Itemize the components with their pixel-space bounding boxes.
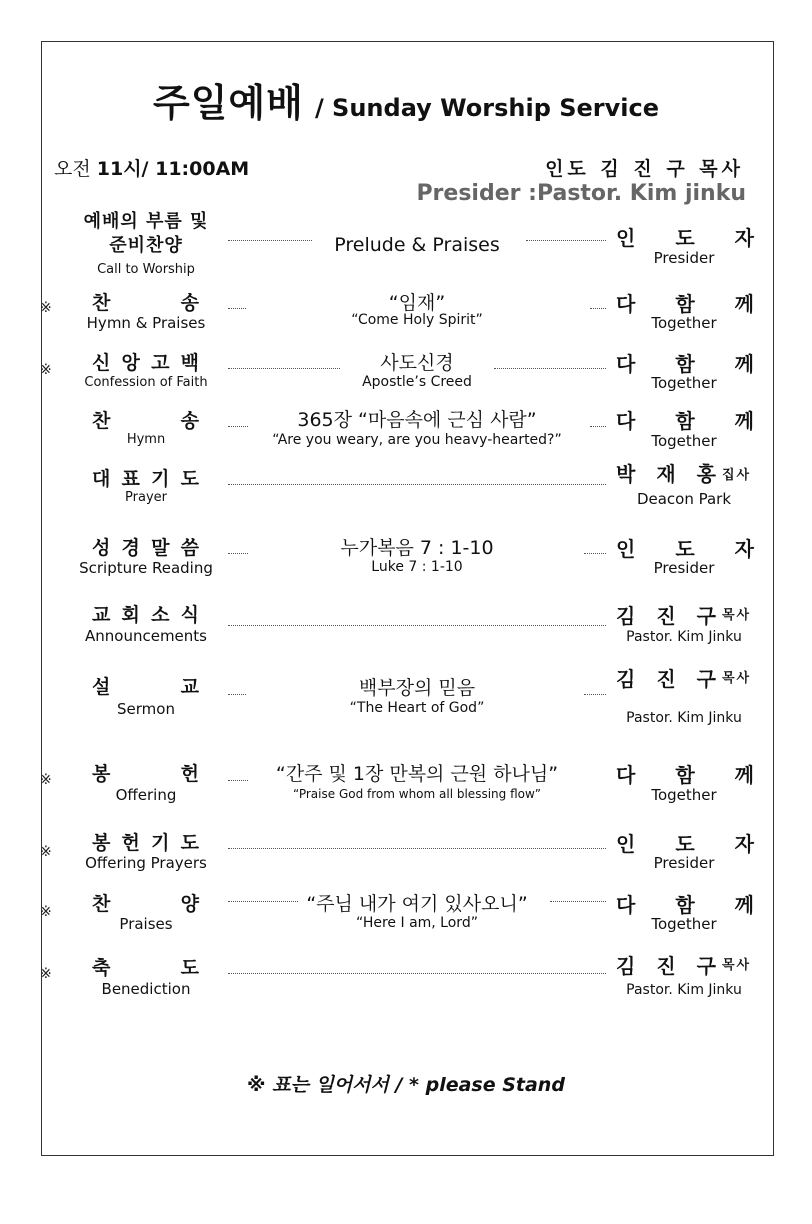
leader-english: Deacon Park [636,490,732,508]
leader-title: 목사 [722,958,752,973]
presider-english: Presider :Pastor. Kim jinku [416,181,746,206]
item-detail-korean: “간주 및 1장 만복의 근원 하나님” [275,763,559,785]
dotted-leader [590,426,606,427]
leader-english: Together [651,432,717,450]
leader-korean: 인 도 자 [616,226,754,250]
item-english: Offering [115,786,177,804]
item-korean: 신 앙 고 백 [92,352,200,374]
leader-english: Pastor. Kim Jinku [626,710,742,726]
item-detail-korean: 누가복음 7 : 1-10 [340,537,494,559]
stand-note: ※ 표는 일어서서 / * please Stand [247,1074,565,1096]
item-english: Prayer [125,490,167,505]
item-detail-korean: “주님 내가 여기 있사오니” [306,893,528,915]
time-value: 11시/ 11:00AM [96,158,250,180]
dotted-leader [550,901,606,902]
leader-korean: 다 함 께 [616,292,754,316]
item-detail-english: “Are you weary, are you heavy-hearted?” [272,432,562,448]
leader-korean: 박 재 홍 [616,462,716,486]
item-detail-english: “The Heart of God” [349,700,485,716]
item-detail-korean: Prelude & Praises [334,234,500,256]
leader-english: Together [651,786,717,804]
leader-english: Pastor. Kim Jinku [626,982,742,998]
item-detail-english: Luke 7 : 1-10 [371,559,463,575]
stand-mark: ※ [40,966,52,982]
item-detail-korean: 백부장의 믿음 [358,677,476,699]
leader-title: 집사 [722,468,752,483]
stand-mark: ※ [40,844,52,860]
item-korean: 찬 송 [92,410,200,432]
dotted-leader [584,694,606,695]
item-english: Offering Prayers [85,854,207,872]
item-korean: 축 도 [92,957,200,979]
leader-english: Together [651,915,717,933]
item-english: Scripture Reading [79,559,213,577]
title-english: / Sunday Worship Service [314,94,659,122]
dotted-leader [228,848,606,849]
item-detail-korean: 365장 “마음속에 근심 사람” [297,409,537,431]
item-detail-korean: 사도신경 [380,352,454,374]
title-korean: 주일예배 [153,81,304,125]
item-korean: 예배의 부름 및 준비찬양 [83,211,209,256]
leader-korean: 인 도 자 [616,537,754,561]
presider-korean: 인도 김 진 구 목사 [545,158,744,180]
stand-mark: ※ [40,300,52,316]
leader-korean: 다 함 께 [616,893,754,917]
leader-korean: 김 진 구 [616,604,716,628]
leader-korean: 인 도 자 [616,832,754,856]
leader-english: Presider [653,559,715,577]
item-english: Confession of Faith [84,375,208,390]
leader-english: Presider [653,249,715,267]
service-time [54,154,249,181]
item-detail-english: “Here I am, Lord” [356,915,478,931]
item-korean: 찬 양 [92,893,200,915]
page-title [0,72,812,127]
leader-english: Pastor. Kim Jinku [626,629,742,645]
stand-mark: ※ [40,904,52,920]
leader-english: Together [651,314,717,332]
leader-title: 목사 [722,671,752,686]
item-english: Announcements [85,627,207,645]
item-korean: 대 표 기 도 [92,468,200,490]
leader-korean: 다 함 께 [616,352,754,376]
dotted-leader [526,240,606,241]
leader-english: Together [651,374,717,392]
item-detail-english: Apostle’s Creed [362,374,472,390]
item-detail-korean: “임재” [388,292,446,314]
item-korean: 봉 헌 [92,763,200,785]
item-english: Call to Worship [97,262,195,277]
time-korean-label: 오전 [54,158,91,180]
item-english: Benediction [101,980,191,998]
stand-mark: ※ [40,362,52,378]
item-english: Sermon [117,700,175,718]
dotted-leader [590,308,606,309]
stand-mark: ※ [40,772,52,788]
item-korean: 찬 송 [92,292,200,314]
dotted-leader [228,625,606,626]
leader-korean: 김 진 구 [616,954,716,978]
item-detail-english: “Come Holy Spirit” [351,312,483,328]
dotted-leader [228,973,606,974]
leader-korean: 다 함 께 [616,763,754,787]
item-english: Hymn [126,432,166,447]
leader-korean: 김 진 구 [616,667,716,691]
dotted-leader [494,368,606,369]
item-korean: 설 교 [92,676,200,698]
dotted-leader [228,484,606,485]
item-detail-english: “Praise God from whom all blessing flow” [293,787,541,801]
item-korean: 성 경 말 씀 [92,537,200,559]
dotted-leader [584,553,606,554]
leader-english: Presider [653,854,715,872]
leader-title: 목사 [722,608,752,623]
item-korean: 교 회 소 식 [92,604,200,626]
item-english: Hymn & Praises [86,314,206,332]
leader-korean: 다 함 께 [616,409,754,433]
item-korean: 봉 헌 기 도 [92,832,200,854]
item-english: Praises [119,915,173,933]
